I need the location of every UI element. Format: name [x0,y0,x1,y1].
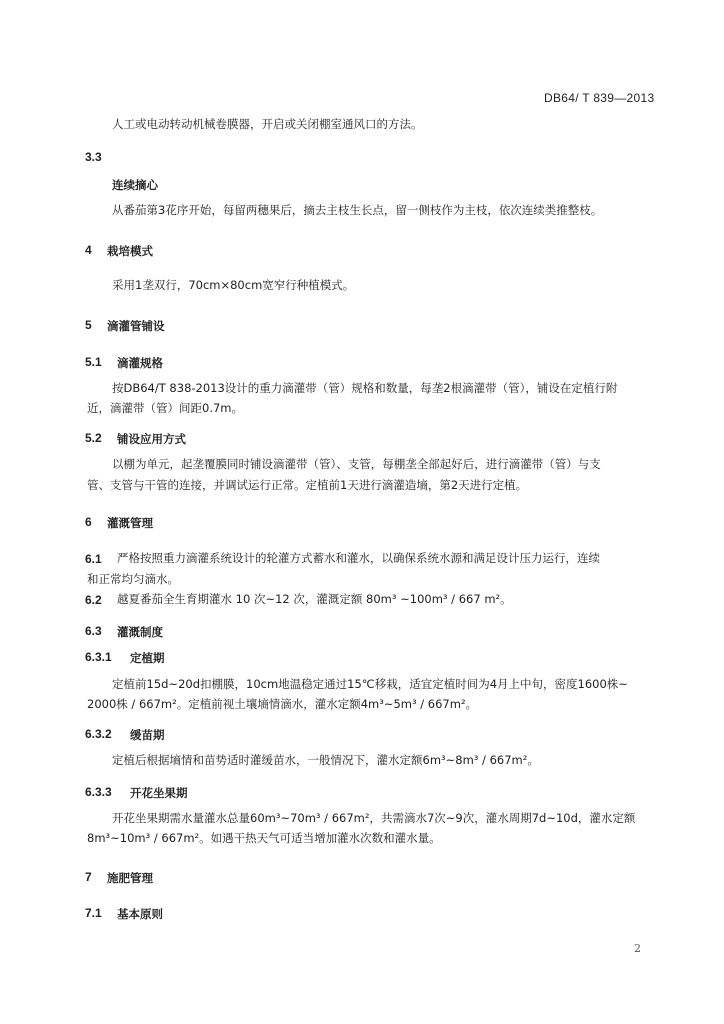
paragraph: 人工或电动转动机械卷膜器，开启或关闭棚室通风口的方法。 [112,117,423,131]
section-number-6: 6 [85,515,92,529]
section-number-5-2: 5.2 [85,431,102,445]
section-title-3-3: 连续摘心 [112,178,158,192]
page-number: 2 [634,942,641,955]
paragraph: 管、支管与干管的连接，并调试运行正常。定植前1天进行滴灌造墒，第2天进行定植。 [87,478,528,492]
section-number-6-1: 6.1 [85,552,102,566]
section-number-7-1: 7.1 [85,906,102,920]
section-title-6-3-1: 定植期 [130,651,165,665]
paragraph: 8m³~10m³ / 667m²。如遇干热天气可适当增加灌水次数和灌水量。 [87,831,441,845]
section-title-5-2: 铺设应用方式 [117,432,186,446]
section-title-4: 栽培模式 [107,244,153,258]
paragraph: 从番茄第3花序开始，每留两穗果后，摘去主枝生长点，留一侧枝作为主枝，依次连续类推整枝。 [112,203,603,217]
section-number-6-2: 6.2 [85,593,102,607]
section-number-5-1: 5.1 [85,355,102,369]
paragraph: 和正常均匀滴水。 [87,572,179,586]
section-title-7: 施肥管理 [107,871,153,885]
section-title-6-3-2: 缓苗期 [130,728,165,742]
paragraph: 近，滴灌带（管）间距0.7m。 [87,401,243,415]
paragraph: 开花坐果期需水量灌水总量60m³~70m³ / 667m²，共需滴水7次~9次，灌水周期7d~10d，灌水定额 [112,811,636,825]
section-title-5-1: 滴灌规格 [117,356,163,370]
section-number-7: 7 [85,870,92,884]
section-title-5: 滴灌管铺设 [107,319,165,333]
section-title-6-3-3: 开花坐果期 [130,786,188,800]
section-number-3-3: 3.3 [85,150,102,164]
paragraph: 严格按照重力滴灌系统设计的轮灌方式蓄水和灌水，以确保系统水源和满足设计压力运行，连续 [117,551,600,565]
paragraph: 定植后根据墒情和苗势适时灌缓苗水，一般情况下，灌水定额6m³~8m³ / 667m²。 [112,753,539,767]
paragraph: 2000株 / 667m²。定植前视土壤墒情滴水，灌水定额4m³~5m³ / 667m²。 [87,697,478,711]
section-title-6-3: 灌溉制度 [117,625,163,639]
standard-id-header: DB64/ T 839—2013 [544,91,655,105]
section-number-6-3-2: 6.3.2 [85,727,112,741]
section-number-6-3-3: 6.3.3 [85,785,112,799]
section-number-6-3-1: 6.3.1 [85,650,112,664]
paragraph: 按DB64/T 838-2013设计的重力滴灌带（管）规格和数量，每垄2根滴灌带（管），铺设在定植行附 [112,381,618,395]
section-title-7-1: 基本原则 [117,907,163,921]
paragraph: 越夏番茄全生育期灌水 10 次~12 次，灌溉定额 80m³ ~100m³ / 667 m²。 [117,592,512,606]
paragraph: 以棚为单元，起垄覆膜同时铺设滴灌带（管）、支管，每棚垄全部起好后，进行滴灌带（管）与支 [112,457,601,471]
section-number-6-3: 6.3 [85,624,102,638]
section-number-5: 5 [85,318,92,332]
section-title-6: 灌溉管理 [107,516,153,530]
paragraph: 定植前15d~20d扣棚膜，10cm地温稳定通过15℃移栽，适宜定植时间为4月上中旬，密度1600株~ [112,677,628,691]
paragraph: 采用1垄双行，70cm×80cm宽窄行种植模式。 [112,278,355,292]
section-number-4: 4 [85,243,92,257]
